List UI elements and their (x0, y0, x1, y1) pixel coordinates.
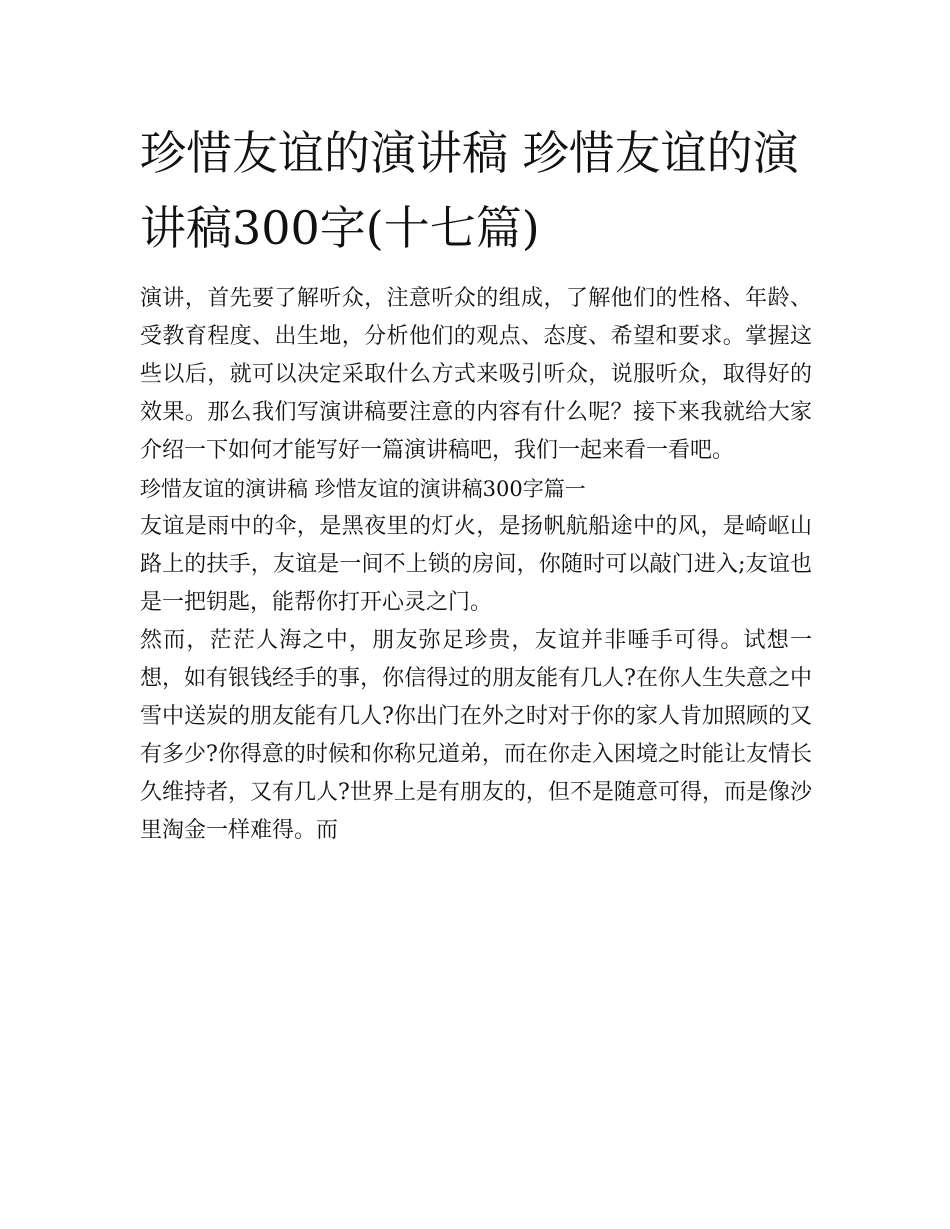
body-paragraph-1: 友谊是雨中的伞，是黑夜里的灯火，是扬帆航船途中的风，是崎岖山路上的扶手，友谊是一间不上锁的房间，你随时可以敲门进入;友谊也是一把钥匙，能帮你打开心灵之门。 (140, 514, 812, 615)
document-page (140, 116, 812, 850)
intro-paragraph: 演讲，首先要了解听众，注意听众的组成，了解他们的性格、年龄、受教育程度、出生地，分析他们的观点、态度、希望和要求。掌握这些以后，就可以决定采取什么方式来吸引听众，说服听众，取得好的效果。那么我们写演讲稿要注意的内容有什么呢？接下来我就给大家介绍一下如何才能写好一篇演讲稿吧，我们一起来看一看吧。 (140, 286, 812, 463)
section-heading: 珍惜友谊的演讲稿 珍惜友谊的演讲稿300字篇一 (140, 477, 586, 501)
document-title: 珍惜友谊的演讲稿 珍惜友谊的演讲稿300字(十七篇) (140, 126, 799, 255)
body-paragraph-2: 然而，茫茫人海之中，朋友弥足珍贵，友谊并非唾手可得。试想一想，如有银钱经手的事，你信得过的朋友能有几人?在你人生失意之中雪中送炭的朋友能有几人?你出门在外之时对于你的家人肯加照顾的又有多少?你得意的时候和你称兄道弟，而在你走入困境之时能让友情长久维持者，又有几人?世界上是有朋友的，但不是随意可得，而是像沙里淘金一样难得。而 (140, 628, 812, 843)
